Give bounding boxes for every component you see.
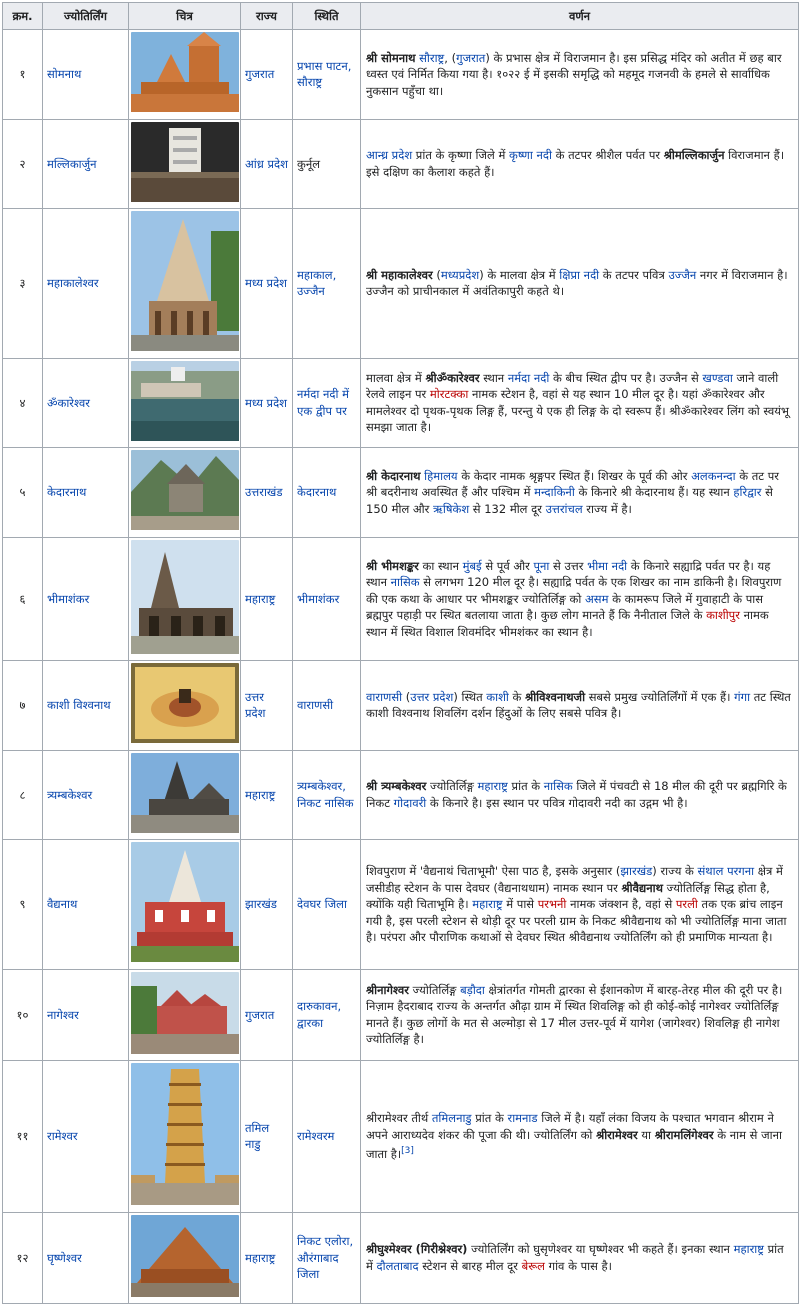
description-cell	[361, 119, 799, 209]
desc-text: में पासे	[502, 897, 538, 911]
wiki-link[interactable]: महाराष्ट्र	[472, 897, 503, 911]
state-link[interactable]: झारखंड	[245, 897, 277, 911]
desc-text: प्रांत के	[507, 779, 544, 794]
table-row	[3, 30, 799, 120]
desc-text: तट स्थित काशी विश्वनाथ शिवलिंग दर्शन हिंदुओं के लिए सबसे पवित्र है।	[366, 689, 791, 721]
bold-term: श्री सोमनाथ	[366, 50, 416, 65]
row-number: ७	[3, 661, 43, 751]
kashi-vishwanath-lingam-photo[interactable]	[131, 663, 239, 748]
wiki-link[interactable]: आन्ध्र प्रदेश	[366, 148, 413, 163]
description-cell	[361, 448, 799, 538]
redlink[interactable]: बेरूल	[521, 1258, 545, 1273]
wiki-link[interactable]: बड़ौदा	[460, 982, 485, 997]
desc-text: (	[432, 267, 441, 282]
row-number: १२	[3, 1212, 43, 1304]
wiki-link[interactable]: नासिक	[390, 575, 420, 589]
desc-text: राज्य में है।	[582, 501, 632, 516]
wiki-link[interactable]: झारखंड	[620, 864, 653, 878]
desc-text: जिले में पंचवटी से 18 मील की दूरी पर ब्रह्मगिरि के निकट	[366, 779, 787, 810]
state-link[interactable]: महाराष्ट्र	[245, 787, 276, 802]
table-row	[3, 209, 799, 359]
wiki-link[interactable]: उत्तरांचल	[545, 501, 583, 516]
desc-text: सबसे प्रमुख ज्योतिर्लिंगों में एक हैं।	[585, 689, 735, 704]
image-cell	[129, 119, 241, 209]
header-location[interactable]: स्थिति	[293, 3, 361, 30]
state-cell	[241, 1061, 293, 1213]
table-row	[3, 1061, 799, 1213]
table-row	[3, 661, 799, 751]
wiki-link[interactable]: दौलताबाद	[376, 1258, 419, 1273]
location-cell	[293, 30, 361, 120]
location-link[interactable]: प्रभास पाटन, सौराष्ट्र	[297, 58, 352, 90]
image-cell	[129, 1212, 241, 1304]
image-cell	[129, 840, 241, 970]
wiki-link[interactable]: मुंबई	[462, 558, 482, 573]
location-link[interactable]: दारुकावन, द्वारका	[297, 999, 342, 1030]
state-link[interactable]: उत्तराखंड	[245, 485, 283, 499]
desc-text: ) राज्य के	[652, 864, 698, 878]
name-link[interactable]: मल्लिकार्जुन	[47, 156, 97, 171]
desc-text: ज्योतिर्लिङ्ग	[408, 982, 461, 997]
header-state[interactable]: राज्य	[241, 3, 293, 30]
bold-term: श्री केदारनाथ	[366, 468, 421, 483]
row-number: २	[3, 119, 43, 209]
desc-text: गांव के पास है।	[544, 1258, 612, 1273]
desc-text: के बीच स्थित द्वीप पर है। उज्जैन से	[549, 370, 703, 385]
trimbakeshwar-temple-photo[interactable]	[131, 753, 239, 838]
state-cell	[241, 661, 293, 751]
row-number: ६	[3, 537, 43, 661]
image-cell	[129, 969, 241, 1061]
desc-text: क्षेत्रांतर्गत गोमती द्वारका से ईशानकोण में बारह-तेरह मील की दूरी पर है। निज़ाम हैदराबाद राज्य के अन्तर्गत औढ़ा ग्राम में स्थित शिवलिङ्ग को ही कोई-कोई नागेश्वर ज्योतिर्लिङ्ग मानते हैं। कुछ लोगों के मत से अल्मोड़ा से 17 मील उत्तर-पूर्व में यागेश (जागेश्वर) शिवलिङ्ग ही नागेश ज्योतिर्लिङ्ग है।	[366, 982, 783, 1047]
wiki-link[interactable]: संथाल परगना	[697, 864, 755, 878]
wiki-link[interactable]: मन्दाकिनी	[534, 485, 575, 499]
wiki-link[interactable]: पूना	[533, 558, 550, 573]
location-link[interactable]: रामेश्वरम	[297, 1129, 335, 1143]
desc-text: ) के प्रभास क्षेत्र में विराजमान है। इस प्रसिद्ध मंदिर को अतीत में छह बार ध्वस्त एवं निर्मित किया गया है। १०२२ ई में इसकी समृद्धि को महमूद गजनवी के हमले से सार्वाधिक नुकसान पहुँचा था।	[366, 50, 782, 98]
location-cell	[293, 661, 361, 751]
name-link[interactable]: वैद्यनाथ	[47, 897, 78, 911]
table-row	[3, 969, 799, 1061]
bhimashankar-temple-photo[interactable]	[131, 540, 239, 659]
wiki-link[interactable]: गुजरात	[456, 50, 486, 65]
location-cell	[293, 448, 361, 538]
header-num[interactable]: क्रम.	[3, 3, 43, 30]
image-cell	[129, 358, 241, 448]
bold-term: श्री भीमशङ्कर	[366, 558, 419, 573]
image-cell	[129, 1061, 241, 1213]
description-cell	[361, 537, 799, 661]
wiki-link[interactable]: नर्मदा नदी	[507, 370, 550, 385]
desc-text: नामक जंक्शन है, वहां से	[566, 897, 676, 911]
desc-text: से उत्तर	[549, 558, 588, 573]
jyotirlinga-name	[43, 119, 129, 209]
name-link[interactable]: ॐकारेश्वर	[47, 395, 90, 410]
table-row	[3, 358, 799, 448]
bold-term: श्री त्र्यम्बकेश्वर	[366, 779, 427, 794]
desc-text: के केदार नामक श्रृङ्गपर स्थित हैं। शिखर के पूर्व की ओर	[457, 468, 692, 483]
jyotirlinga-name	[43, 750, 129, 840]
desc-text: के किनारे सह्याद्रि पर्वत पर है। यह स्थान	[366, 558, 771, 589]
description-cell	[361, 1061, 799, 1213]
jyotirlinga-name	[43, 840, 129, 970]
name-link[interactable]: नागेश्वर	[47, 1007, 79, 1022]
desc-text: क्षेत्र में जसीडीह स्टेशन के पास देवघर (वैद्यनाथधाम) नामक स्थान पर	[366, 864, 783, 895]
row-number: ३	[3, 209, 43, 359]
desc-text: नामक स्थान में स्थित विशाल शिवमंदिर भीमशंकर का स्थान है।	[366, 608, 769, 639]
wiki-link[interactable]: ऋषिकेश	[433, 501, 470, 516]
name-link[interactable]: महाकालेश्वर	[47, 276, 99, 290]
desc-text: के तट पर श्री बदरीनाथ अवस्थित हैं और पश्चिम में	[366, 468, 779, 499]
desc-text: ) स्थित	[453, 689, 487, 704]
location-cell	[293, 209, 361, 359]
bold-term: श्रीरामलिंगेश्वर	[654, 1127, 714, 1142]
desc-text: स्टेशन से बारह मील दूर	[418, 1258, 522, 1273]
redlink[interactable]: मोरटक्का	[429, 387, 469, 402]
wiki-link[interactable]: वाराणसी	[366, 689, 403, 704]
row-number: ९	[3, 840, 43, 970]
row-number: १०	[3, 969, 43, 1061]
table-row	[3, 119, 799, 209]
wiki-link[interactable]: हरिद्वार	[733, 485, 762, 499]
image-cell	[129, 661, 241, 751]
desc-text: मालवा क्षेत्र में	[366, 370, 426, 385]
desc-text: , (	[444, 50, 457, 65]
location-link[interactable]: कुर्नूल	[297, 156, 321, 171]
table-row	[3, 750, 799, 840]
desc-text: ज्योतिर्लिङ्ग	[426, 779, 478, 794]
name-link[interactable]: त्र्यम्बकेश्वर	[47, 787, 93, 802]
location-link[interactable]: त्र्यम्बकेश्वर, निकट नासिक	[297, 779, 354, 810]
location-cell	[293, 537, 361, 661]
state-link[interactable]: उत्तर प्रदेश	[245, 689, 266, 721]
desc-text: से 132 मील दूर	[469, 501, 546, 516]
desc-text: ज्योतिर्लिंग को घुसृणेश्वर या घृष्णेश्वर भी कहते हैं। इनका स्थान	[467, 1242, 734, 1257]
wiki-link[interactable]: तमिलनाडु	[431, 1111, 472, 1126]
bold-term: श्रीॐकारेश्वर	[425, 370, 480, 385]
description-cell	[361, 969, 799, 1061]
redlink[interactable]: परली	[675, 897, 698, 911]
image-cell	[129, 448, 241, 538]
reference-link[interactable]: [3]	[401, 1146, 414, 1157]
location-cell	[293, 969, 361, 1061]
location-link[interactable]: महाकाल, उज्जैन	[297, 267, 337, 299]
state-link[interactable]: महाराष्ट्र	[245, 1250, 276, 1265]
jyotirlinga-name	[43, 209, 129, 359]
desc-text: प्रांत में	[366, 1242, 784, 1273]
wiki-link[interactable]: महाराष्ट्र	[733, 1242, 764, 1257]
location-link[interactable]: नर्मदा नदी में एक द्वीप पर	[297, 387, 349, 418]
jyotirlinga-name	[43, 1212, 129, 1304]
row-number: ४	[3, 358, 43, 448]
table-row	[3, 1212, 799, 1304]
jyotirlinga-name	[43, 537, 129, 661]
wiki-link[interactable]: सौराष्ट्र	[415, 50, 445, 65]
state-link[interactable]: मध्य प्रदेश	[245, 395, 287, 410]
wiki-link[interactable]: उज्जैन	[668, 267, 697, 282]
bold-term: श्रीमल्लिकार्जुन	[663, 148, 725, 163]
desc-text: या	[637, 1127, 655, 1142]
header-image[interactable]: चित्र	[129, 3, 241, 30]
row-number: ५	[3, 448, 43, 538]
state-cell	[241, 750, 293, 840]
desc-text: के नाम से जाना जाता है।	[366, 1127, 782, 1161]
wiki-link[interactable]: क्षिप्रा नदी	[559, 267, 600, 282]
state-link[interactable]: गुजरात	[245, 67, 275, 81]
image-cell	[129, 209, 241, 359]
row-number: १	[3, 30, 43, 120]
redlink[interactable]: परभनी	[537, 897, 567, 911]
desc-text: (	[402, 689, 411, 704]
jyotirlinga-name	[43, 661, 129, 751]
wiki-link[interactable]: उत्तर प्रदेश	[410, 689, 454, 704]
desc-text: से पूर्व और	[481, 558, 534, 573]
state-cell	[241, 30, 293, 120]
bold-term: श्रीनागेश्वर	[366, 982, 409, 997]
redlink[interactable]: काशीपुर	[706, 608, 740, 622]
desc-text: नामक स्टेशन है, वहां से यह स्थान 10 मील दूर है। यहां ॐकारेश्वर और मामलेश्वर दो पृथक-पृथक लिङ्ग हैं, परन्तु ये एक ही लिङ्ग के दो स्वरूप हैं। श्रीॐकारेश्वर लिंग को स्वयंभू समझा जाता है।	[366, 387, 789, 435]
state-cell	[241, 969, 293, 1061]
jyotirlinga-name	[43, 1061, 129, 1213]
state-link[interactable]: गुजरात	[245, 1007, 275, 1022]
table-row	[3, 448, 799, 538]
kedarnath-temple-photo[interactable]	[131, 450, 239, 535]
name-link[interactable]: घृष्णेश्वर	[47, 1250, 82, 1265]
desc-text: तक एक ब्रांच लाइन गयी है, इस परली स्टेशन से थोड़ी दूर पर परली ग्राम के निकट श्रीवैद्यनाथ को भी ज्योतिर्लिङ्ग माना जाता है। परंपरा और पौराणिक कथाओं से देवघर स्थित श्रीवैद्यनाथ ज्योतिर्लिंग को ही प्रमाणिक मान्यता है।	[366, 897, 787, 944]
wiki-link[interactable]: हिमालय	[424, 468, 458, 483]
location-cell	[293, 358, 361, 448]
image-cell	[129, 537, 241, 661]
description-cell	[361, 840, 799, 970]
description-cell	[361, 1212, 799, 1304]
name-link[interactable]: रामेश्वर	[47, 1129, 78, 1143]
location-cell	[293, 1212, 361, 1304]
location-link[interactable]: वाराणसी	[297, 698, 334, 712]
bold-term: श्रीवैद्यनाथ	[621, 880, 663, 895]
wiki-link[interactable]: नासिक	[543, 779, 573, 794]
description-cell	[361, 209, 799, 359]
rameshwaram-gopuram-photo[interactable]	[131, 1063, 239, 1210]
nageshwar-temple-photo[interactable]	[131, 972, 239, 1059]
desc-text: विराजमान हैं। इसे दक्षिण का कैलाश कहते हैं।	[366, 148, 785, 179]
vaidyanath-temple-photo[interactable]	[131, 842, 239, 967]
state-link[interactable]: महाराष्ट्र	[245, 591, 276, 606]
location-cell	[293, 1061, 361, 1213]
name-link[interactable]: भीमाशंकर	[47, 591, 90, 606]
name-link[interactable]: काशी विश्वनाथ	[47, 698, 111, 712]
wiki-link[interactable]: कृष्णा नदी	[509, 148, 552, 163]
wiki-link[interactable]: असम	[585, 591, 609, 606]
description-cell	[361, 750, 799, 840]
state-cell	[241, 448, 293, 538]
wiki-link[interactable]: खण्डवा	[702, 370, 733, 385]
desc-text: जिले में है। यहाँ लंका विजय के पश्चात भगवान श्रीराम ने अपने आराध्यदेव शंकर की पूजा की थी। ज्योतिर्लिंग को	[366, 1111, 774, 1142]
description-cell	[361, 661, 799, 751]
header-name[interactable]: ज्योतिर्लिंग	[43, 3, 129, 30]
desc-text: के तटपर श्रीशैल पर्वत पर	[551, 148, 664, 163]
wiki-link[interactable]: मध्यप्रदेश	[440, 267, 480, 282]
bold-term: श्री महाकालेश्वर	[366, 267, 433, 282]
desc-text: शिवपुराण में 'वैद्यनाथं चिताभूमौ' ऐसा पाठ है, इसके अनुसार (	[366, 864, 621, 878]
grishneshwar-temple-photo[interactable]	[131, 1215, 239, 1302]
table-row	[3, 840, 799, 970]
wiki-link[interactable]: भीमा नदी	[587, 558, 628, 573]
table-row	[3, 537, 799, 661]
image-cell	[129, 30, 241, 120]
wiki-link[interactable]: गंगा	[734, 689, 751, 704]
state-cell	[241, 358, 293, 448]
desc-text: से 150 मील और	[366, 485, 773, 516]
desc-text: प्रांत के कृष्णा जिले में	[412, 148, 509, 163]
location-link[interactable]: निकट एलोरा, औरंगाबाद जिला	[297, 1234, 354, 1281]
jyotirlinga-name	[43, 969, 129, 1061]
header-row	[3, 3, 799, 30]
row-number: ११	[3, 1061, 43, 1213]
row-number: ८	[3, 750, 43, 840]
wiki-link[interactable]: काशी	[486, 689, 509, 704]
omkareshwar-island-photo[interactable]	[131, 361, 239, 446]
name-link[interactable]: केदारनाथ	[47, 485, 87, 499]
state-link[interactable]: मध्य प्रदेश	[245, 276, 287, 290]
location-link[interactable]: भीमाशंकर	[297, 591, 340, 606]
desc-text: से लगभग 120 मील दूर है। सह्याद्रि पर्वत के एक शिखर का नाम डाकिनी है। शिवपुराण की एक कथा के आधार पर भीमशङ्कर ज्योतिर्लिङ्ग को	[366, 575, 782, 606]
desc-text: के	[508, 689, 526, 704]
location-cell	[293, 119, 361, 209]
jyotirlinga-name	[43, 30, 129, 120]
bold-term: श्रीरामेश्वर	[596, 1127, 638, 1142]
location-cell	[293, 750, 361, 840]
location-link[interactable]: केदारनाथ	[297, 485, 337, 499]
desc-text: के कामरूप जिले में गुवाहाटी के पास ब्रह्मपुर पहाड़ी पर स्थित बतलाया जाता है। कुछ लोग मानते हैं कि नैनीताल जिले के	[366, 591, 764, 622]
description-cell	[361, 30, 799, 120]
mallikarjuna-temple-photo[interactable]	[131, 122, 239, 207]
location-link[interactable]: देवघर जिला	[297, 897, 347, 911]
bold-term: श्रीघुश्मेश्वर (गिरीश्नेश्वर)	[366, 1242, 468, 1257]
desc-text: नगर में विराजमान है। उज्जैन को प्राचीनकाल में अवंतिकापुरी कहते थे।	[366, 267, 788, 299]
somnath-temple-photo[interactable]	[131, 32, 239, 117]
desc-text: जाने वाली रेलवे लाइन पर	[366, 370, 779, 402]
desc-text: का स्थान	[418, 558, 463, 573]
jyotirlinga-name	[43, 358, 129, 448]
jyotirlinga-name	[43, 448, 129, 538]
header-description[interactable]: वर्णन	[361, 3, 799, 30]
state-cell	[241, 840, 293, 970]
mahakaleshwar-temple-photo[interactable]	[131, 211, 239, 356]
location-cell	[293, 840, 361, 970]
wiki-link[interactable]: गोदावरी	[393, 795, 427, 810]
state-cell	[241, 537, 293, 661]
state-cell	[241, 119, 293, 209]
wiki-link[interactable]: महाराष्ट्र	[477, 779, 508, 794]
name-link[interactable]: सोमनाथ	[47, 67, 82, 81]
desc-text: ) के मालवा क्षेत्र में	[479, 267, 560, 282]
state-link[interactable]: आंध्र प्रदेश	[245, 156, 288, 171]
bold-term: श्रीविश्वनाथजी	[525, 689, 586, 704]
desc-text: स्थान	[479, 370, 508, 385]
wiki-link[interactable]: रामनाड	[507, 1111, 538, 1126]
desc-text: श्रीरामेश्वर तीर्थ	[366, 1111, 432, 1126]
image-cell	[129, 750, 241, 840]
jyotirlinga-table	[2, 2, 799, 1304]
desc-text: प्रांत के	[471, 1111, 508, 1126]
state-link[interactable]: तमिल नाडु	[245, 1120, 270, 1152]
state-cell	[241, 209, 293, 359]
desc-text: के किनारे श्री केदारनाथ हैं। यह स्थान	[574, 485, 734, 499]
desc-text: के किनारे है। इस स्थान पर पवित्र गोदावरी नदी का उद्गम भी है।	[426, 795, 688, 810]
description-cell	[361, 358, 799, 448]
wiki-link[interactable]: अलकनन्दा	[691, 468, 736, 483]
desc-text: के तटपर पवित्र	[599, 267, 669, 282]
desc-text: ज्योतिर्लिङ्ग सिद्ध होता है, क्योंकि यही चिताभूमि है।	[366, 880, 770, 911]
state-cell	[241, 1212, 293, 1304]
